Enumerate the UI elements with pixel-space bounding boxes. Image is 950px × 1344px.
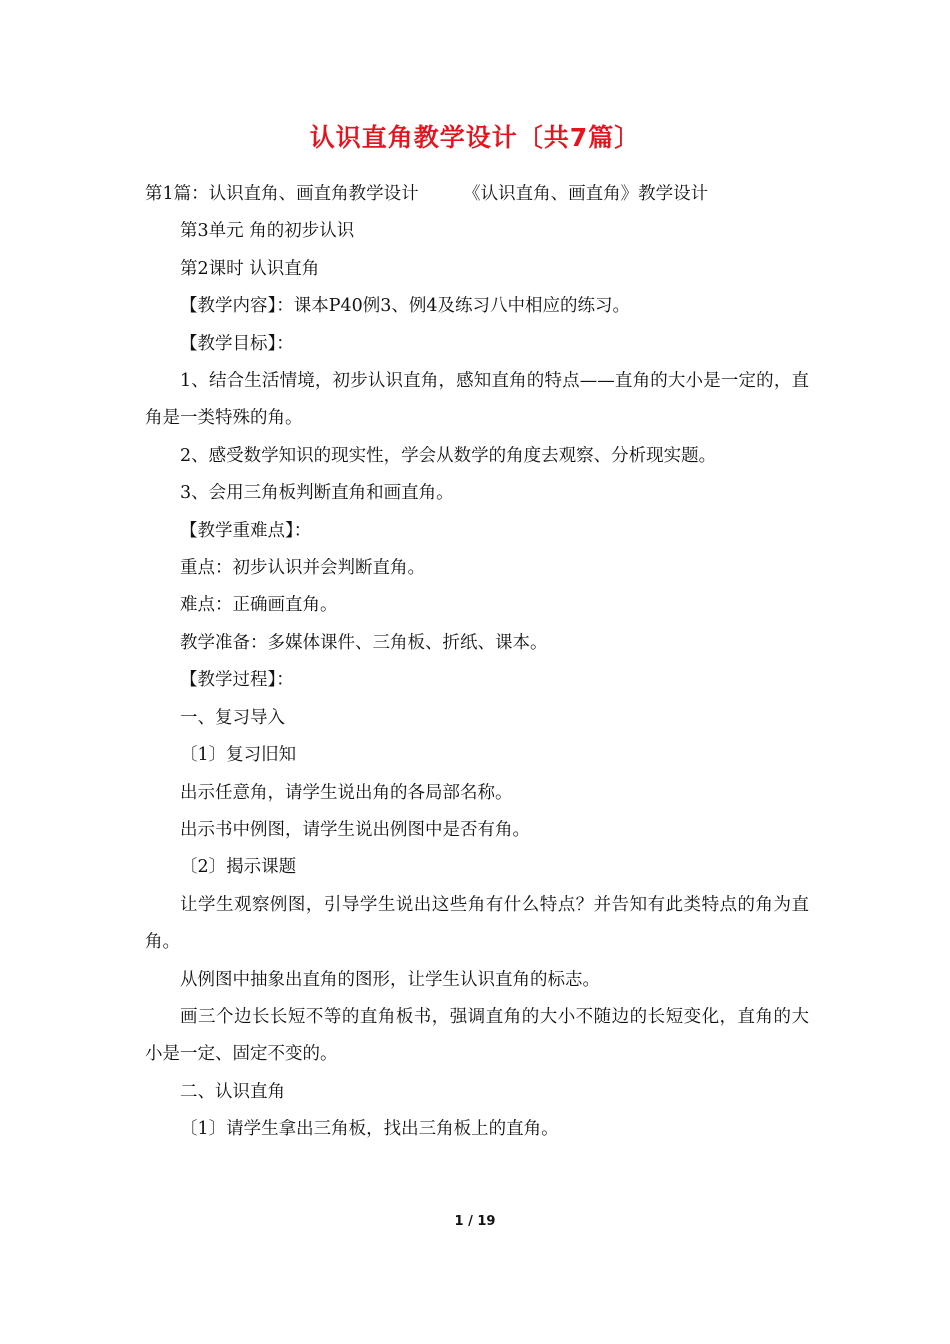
paragraph: 画三个边长长短不等的直角板书，强调直角的大小不随边的长短变化，直角的大小是一定、固定不变的。 bbox=[145, 1006, 809, 1065]
heading-line-right: 《认识直角、画直角》教学设计 bbox=[463, 184, 709, 204]
paragraph: 〔1〕请学生拿出三角板，找出三角板上的直角。 bbox=[180, 1119, 559, 1140]
paragraph: 〔2〕揭示课题 bbox=[180, 857, 297, 878]
paragraph: 【教学内容】：课本P40例3、例4及练习八中相应的练习。 bbox=[180, 296, 631, 317]
heading-line bbox=[145, 176, 809, 213]
paragraph: 重点：初步认识并会判断直角。 bbox=[180, 558, 425, 579]
paragraph: 【教学重难点】： bbox=[180, 520, 312, 541]
paragraph: 难点：正确画直角。 bbox=[180, 595, 338, 616]
paragraph: 出示任意角，请学生说出角的各局部名称。 bbox=[180, 782, 513, 803]
paragraph: 从例图中抽象出直角的图形，让学生认识直角的标志。 bbox=[180, 969, 600, 990]
document-title: 认识直角教学设计〔共7篇〕 bbox=[309, 123, 641, 152]
paragraph: 3、会用三角板判断直角和画直角。 bbox=[180, 483, 454, 504]
paragraph: 一、复习导入 bbox=[180, 707, 285, 728]
paragraph: 教学准备：多媒体课件、三角板、折纸、课本。 bbox=[180, 632, 548, 653]
paragraph: 1、结合生活情境，初步认识直角，感知直角的特点——直角的大小是一定的，直角是一类特殊的角。 bbox=[145, 371, 809, 429]
document-body bbox=[145, 176, 809, 1149]
paragraph: 第3单元 角的初步认识 bbox=[180, 221, 355, 242]
paragraph: 第2课时 认识直角 bbox=[180, 258, 320, 279]
paragraph: 出示书中例图，请学生说出例图中是否有角。 bbox=[180, 819, 530, 840]
paragraph: 2、感受数学知识的现实性，学会从数学的角度去观察、分析现实题。 bbox=[180, 445, 717, 466]
paragraph: 〔1〕复习旧知 bbox=[180, 745, 297, 766]
paragraph: 【教学目标】： bbox=[180, 333, 294, 354]
heading-line-left: 第1篇：认识直角、画直角教学设计 bbox=[145, 184, 419, 204]
paragraph: 【教学过程】： bbox=[180, 670, 294, 691]
paragraph: 让学生观察例图，引导学生说出这些角有什么特点？并告知有此类特点的角为直角。 bbox=[145, 894, 809, 953]
page-number: 1 / 19 bbox=[454, 1214, 496, 1229]
paragraph: 二、认识直角 bbox=[180, 1081, 285, 1102]
